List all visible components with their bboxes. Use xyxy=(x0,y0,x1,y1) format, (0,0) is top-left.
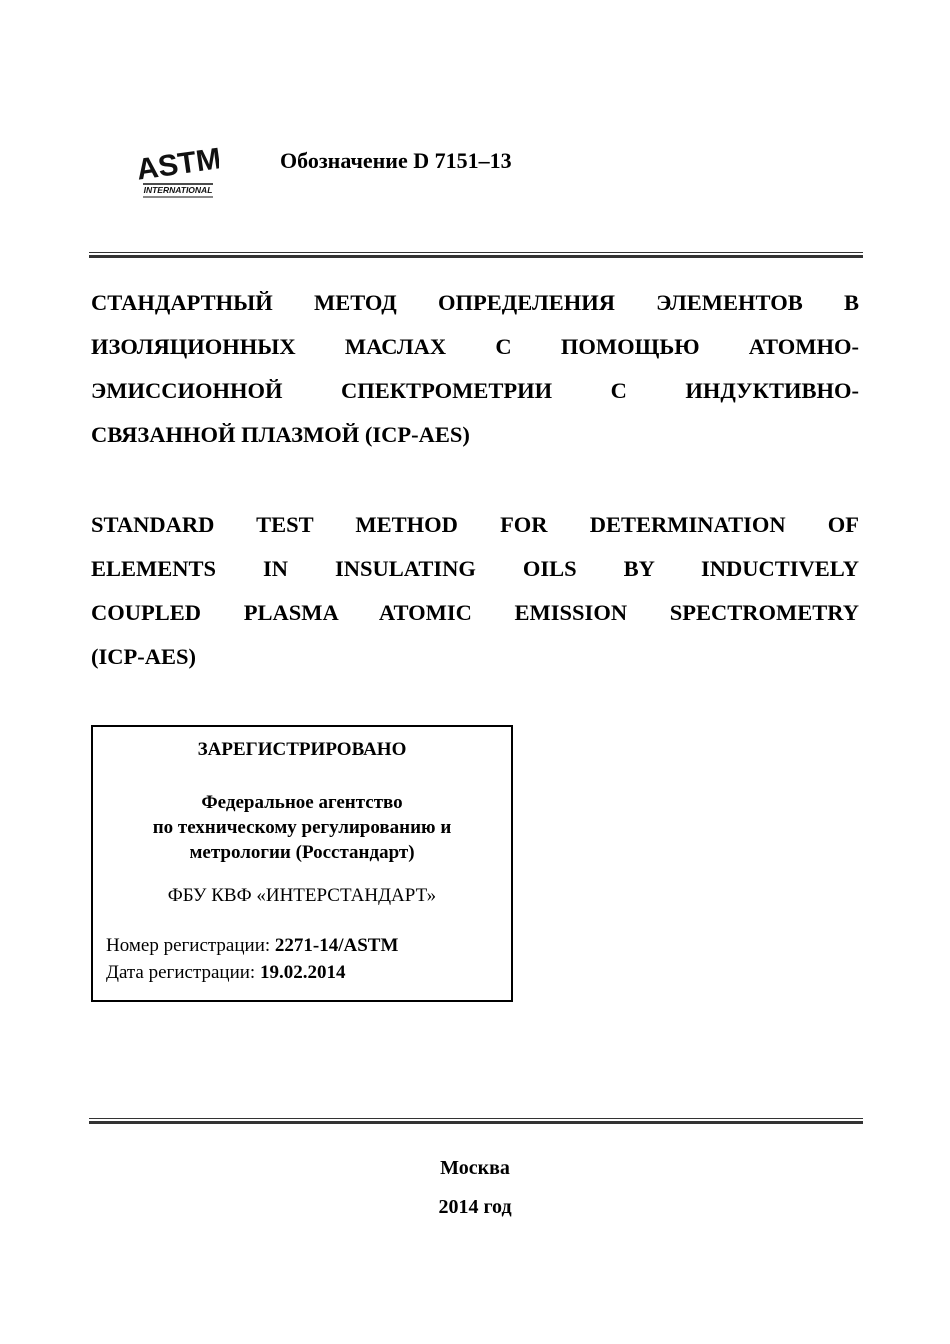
registration-date-label: Дата регистрации: xyxy=(106,962,260,983)
registration-number-row xyxy=(106,935,398,957)
publication-year: 2014 год xyxy=(438,1196,512,1218)
title-ru-line: ЭМИССИОННОЙ СПЕКТРОМЕТРИИ С ИНДУКТИВНО- xyxy=(91,378,859,403)
registration-number-value: 2271-14/ASTM xyxy=(274,935,399,956)
title-en-line: COUPLED PLASMA ATOMIC EMISSION SPECTROMETRY xyxy=(91,600,859,625)
title-english xyxy=(91,510,859,686)
bottom-divider xyxy=(89,1118,863,1124)
registration-heading: ЗАРЕГИСТРИРОВАНО xyxy=(197,739,407,760)
title-en-line: (ICP-AES) xyxy=(91,644,196,669)
registration-box xyxy=(91,725,513,1002)
agency-line: Федеральное агентство xyxy=(201,792,403,813)
publication-city: Москва xyxy=(440,1157,510,1179)
astm-logo-icon xyxy=(137,128,219,200)
title-russian xyxy=(91,288,859,464)
registration-agency xyxy=(93,790,511,865)
registration-date-row xyxy=(106,962,345,984)
top-divider xyxy=(89,252,863,258)
title-ru-line: СТАНДАРТНЫЙ МЕТОД ОПРЕДЕЛЕНИЯ ЭЛЕМЕНТОВ В xyxy=(91,290,859,315)
registration-date-value: 19.02.2014 xyxy=(259,962,346,983)
registration-number-label: Номер регистрации: xyxy=(106,935,275,956)
registration-organization: ФБУ КВФ «ИНТЕРСТАНДАРТ» xyxy=(167,885,437,906)
title-en-line: STANDARD TEST METHOD FOR DETERMINATION OF xyxy=(91,512,859,537)
title-en-line: ELEMENTS IN INSULATING OILS BY INDUCTIVELY xyxy=(91,556,859,581)
agency-line: по техническому регулированию и xyxy=(152,817,452,838)
document-designation: Обозначение D 7151–13 xyxy=(280,148,512,173)
agency-line: метрологии (Росстандарт) xyxy=(189,842,415,863)
logo-subtext: INTERNATIONAL xyxy=(143,185,213,195)
logo-letters: ASTM xyxy=(137,142,219,187)
title-ru-line: СВЯЗАННОЙ ПЛАЗМОЙ (ICP-AES) xyxy=(91,422,470,447)
title-ru-line: ИЗОЛЯЦИОННЫХ МАСЛАХ С ПОМОЩЬЮ АТОМНО- xyxy=(91,334,859,359)
